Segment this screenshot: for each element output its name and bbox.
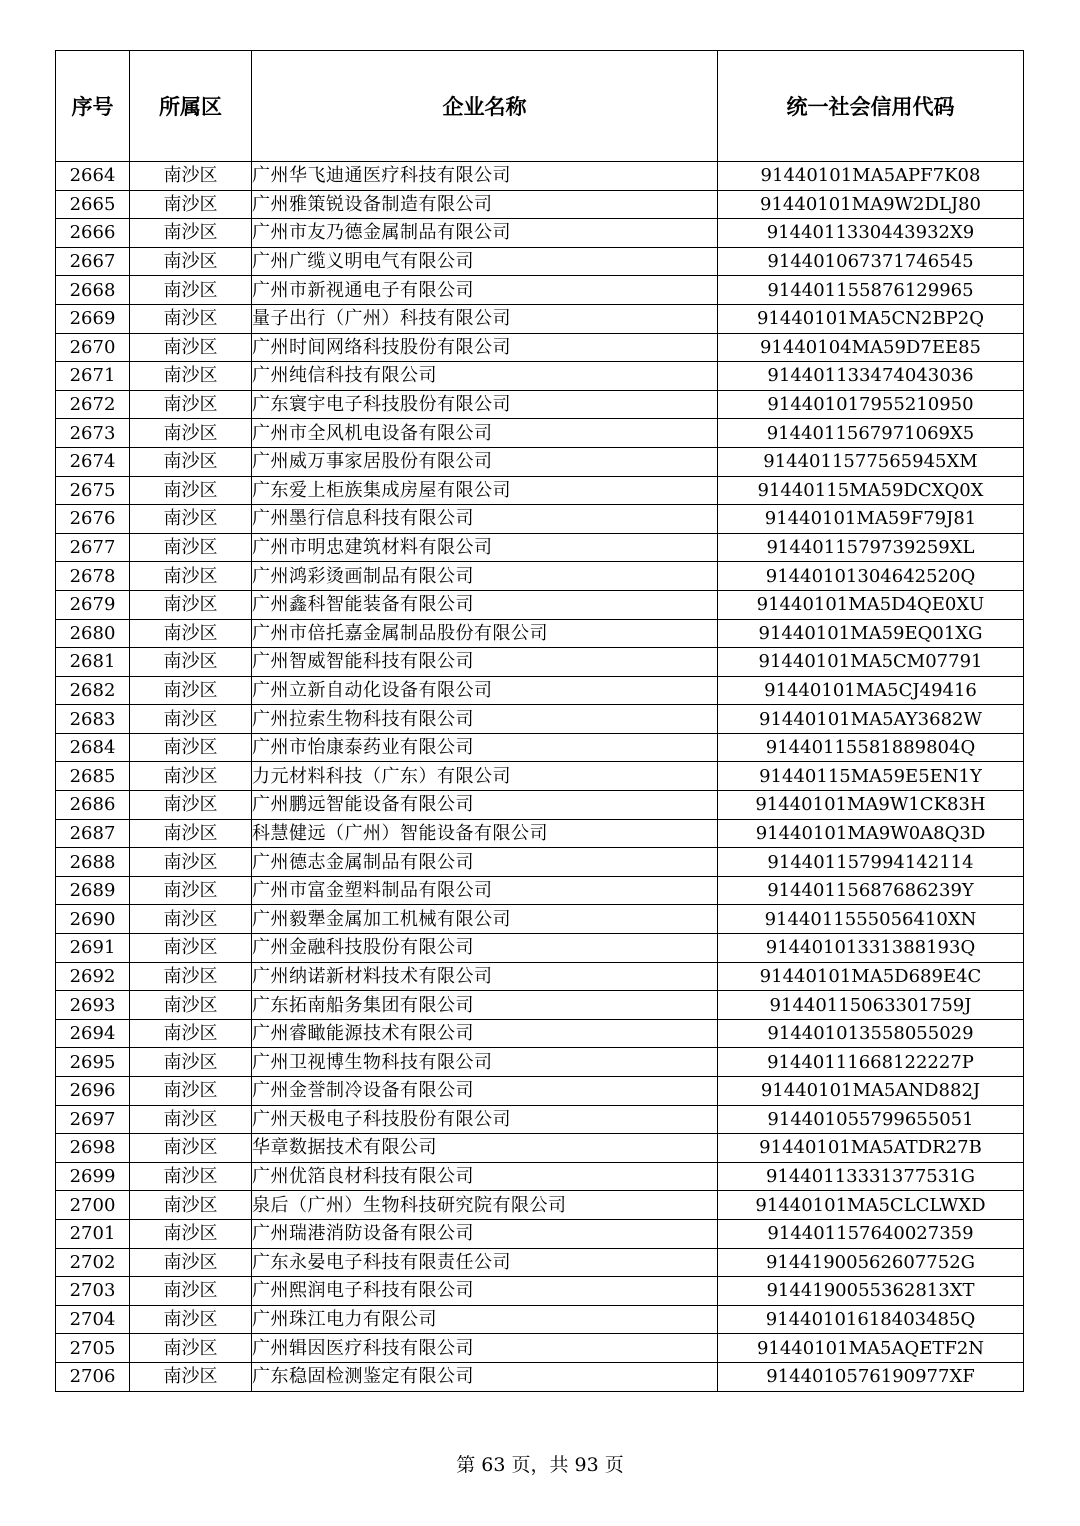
cell-credit-code: 914401157640027359 [718, 1219, 1024, 1248]
cell-company: 广州优箔良材科技有限公司 [252, 1162, 718, 1191]
table-row [56, 819, 1024, 848]
cell-seq: 2681 [56, 648, 130, 677]
cell-company: 广州天极电子科技股份有限公司 [252, 1105, 718, 1134]
cell-seq: 2669 [56, 304, 130, 333]
cell-district: 南沙区 [130, 162, 252, 191]
cell-company: 量子出行（广州）科技有限公司 [252, 304, 718, 333]
cell-credit-code: 91440111668122227P [718, 1048, 1024, 1077]
table-row [56, 848, 1024, 877]
cell-district: 南沙区 [130, 991, 252, 1020]
cell-district: 南沙区 [130, 533, 252, 562]
cell-seq: 2673 [56, 419, 130, 448]
cell-credit-code: 914401017955210950 [718, 390, 1024, 419]
cell-district: 南沙区 [130, 762, 252, 791]
table-row [56, 676, 1024, 705]
cell-credit-code: 91440101MA5CM07791 [718, 648, 1024, 677]
cell-company: 广州市全风机电设备有限公司 [252, 419, 718, 448]
table-row [56, 505, 1024, 534]
table-row [56, 1162, 1024, 1191]
cell-company: 广州市怡康泰药业有限公司 [252, 733, 718, 762]
cell-credit-code: 91440115MA59DCXQ0X [718, 476, 1024, 505]
cell-seq: 2670 [56, 333, 130, 362]
cell-company: 广州卫视博生物科技有限公司 [252, 1048, 718, 1077]
cell-district: 南沙区 [130, 1362, 252, 1391]
cell-district: 南沙区 [130, 333, 252, 362]
cell-credit-code: 91440101MA5CLCLWXD [718, 1191, 1024, 1220]
cell-district: 南沙区 [130, 247, 252, 276]
cell-company: 广东拓南船务集团有限公司 [252, 991, 718, 1020]
cell-seq: 2668 [56, 276, 130, 305]
cell-credit-code: 91440101331388193Q [718, 934, 1024, 963]
cell-credit-code: 914401055799655051 [718, 1105, 1024, 1134]
cell-credit-code: 91440101MA5AND882J [718, 1077, 1024, 1106]
cell-seq: 2676 [56, 505, 130, 534]
cell-seq: 2698 [56, 1134, 130, 1163]
cell-company: 广州市富金塑料制品有限公司 [252, 876, 718, 905]
cell-company: 广州熙润电子科技有限公司 [252, 1277, 718, 1306]
cell-credit-code: 91440115581889804Q [718, 733, 1024, 762]
cell-credit-code: 91440104MA59D7EE85 [718, 333, 1024, 362]
table-row [56, 1048, 1024, 1077]
cell-company: 广州鸿彩烫画制品有限公司 [252, 562, 718, 591]
cell-company: 广州时间网络科技股份有限公司 [252, 333, 718, 362]
cell-district: 南沙区 [130, 505, 252, 534]
cell-seq: 2700 [56, 1191, 130, 1220]
header-credit-code: 统一社会信用代码 [718, 51, 1024, 162]
cell-district: 南沙区 [130, 791, 252, 820]
cell-company: 广州市友乃德金属制品有限公司 [252, 219, 718, 248]
table-row [56, 247, 1024, 276]
table-row [56, 162, 1024, 191]
cell-district: 南沙区 [130, 1248, 252, 1277]
cell-seq: 2684 [56, 733, 130, 762]
cell-seq: 2678 [56, 562, 130, 591]
cell-seq: 2697 [56, 1105, 130, 1134]
cell-district: 南沙区 [130, 876, 252, 905]
cell-seq: 2691 [56, 934, 130, 963]
cell-seq: 2705 [56, 1334, 130, 1363]
cell-credit-code: 9144011555056410XN [718, 905, 1024, 934]
table-body [56, 162, 1024, 1392]
table-row [56, 1362, 1024, 1391]
cell-district: 南沙区 [130, 905, 252, 934]
table-row [56, 733, 1024, 762]
cell-district: 南沙区 [130, 648, 252, 677]
cell-company: 广州瑞港消防设备有限公司 [252, 1219, 718, 1248]
cell-credit-code: 91440115MA59E5EN1Y [718, 762, 1024, 791]
cell-credit-code: 9144011567971069X5 [718, 419, 1024, 448]
table-row [56, 390, 1024, 419]
cell-credit-code: 91440101MA59EQ01XG [718, 619, 1024, 648]
table-row [56, 562, 1024, 591]
cell-credit-code: 91440101MA59F79J81 [718, 505, 1024, 534]
cell-company: 广州辑因医疗科技有限公司 [252, 1334, 718, 1363]
cell-seq: 2675 [56, 476, 130, 505]
cell-seq: 2687 [56, 819, 130, 848]
header-seq: 序号 [56, 51, 130, 162]
cell-credit-code: 91440101MA9W1CK83H [718, 791, 1024, 820]
cell-district: 南沙区 [130, 219, 252, 248]
cell-company: 广东永晏电子科技有限责任公司 [252, 1248, 718, 1277]
cell-credit-code: 91440101MA5APF7K08 [718, 162, 1024, 191]
table-row [56, 419, 1024, 448]
cell-seq: 2665 [56, 190, 130, 219]
cell-seq: 2667 [56, 247, 130, 276]
cell-credit-code: 91440101MA9W2DLJ80 [718, 190, 1024, 219]
table-row [56, 447, 1024, 476]
cell-credit-code: 9144010576190977XF [718, 1362, 1024, 1391]
cell-district: 南沙区 [130, 619, 252, 648]
cell-credit-code: 914401013558055029 [718, 1019, 1024, 1048]
cell-company: 广州广缆义明电气有限公司 [252, 247, 718, 276]
cell-company: 泉后（广州）生物科技研究院有限公司 [252, 1191, 718, 1220]
cell-credit-code: 91440101618403485Q [718, 1305, 1024, 1334]
cell-district: 南沙区 [130, 590, 252, 619]
cell-company: 力元材料科技（广东）有限公司 [252, 762, 718, 791]
cell-company: 华章数据技术有限公司 [252, 1134, 718, 1163]
cell-company: 广州德志金属制品有限公司 [252, 848, 718, 877]
table-row [56, 304, 1024, 333]
header-row [56, 51, 1024, 162]
cell-seq: 2699 [56, 1162, 130, 1191]
cell-company: 广东寰宇电子科技股份有限公司 [252, 390, 718, 419]
cell-district: 南沙区 [130, 733, 252, 762]
cell-seq: 2696 [56, 1077, 130, 1106]
cell-company: 科慧健远（广州）智能设备有限公司 [252, 819, 718, 848]
cell-district: 南沙区 [130, 419, 252, 448]
cell-credit-code: 914401155876129965 [718, 276, 1024, 305]
cell-credit-code: 91440101MA5CN2BP2Q [718, 304, 1024, 333]
cell-seq: 2702 [56, 1248, 130, 1277]
table-row [56, 1191, 1024, 1220]
cell-district: 南沙区 [130, 304, 252, 333]
table-row [56, 934, 1024, 963]
cell-seq: 2703 [56, 1277, 130, 1306]
cell-district: 南沙区 [130, 476, 252, 505]
cell-seq: 2686 [56, 791, 130, 820]
cell-company: 广州拉索生物科技有限公司 [252, 705, 718, 734]
cell-company: 广州鹏远智能设备有限公司 [252, 791, 718, 820]
cell-district: 南沙区 [130, 1134, 252, 1163]
table-row [56, 362, 1024, 391]
cell-company: 广州珠江电力有限公司 [252, 1305, 718, 1334]
cell-district: 南沙区 [130, 934, 252, 963]
page-number: 第 63 页，共 93 页 [456, 1454, 624, 1476]
cell-credit-code: 9144011579739259XL [718, 533, 1024, 562]
cell-credit-code: 91441900562607752G [718, 1248, 1024, 1277]
cell-district: 南沙区 [130, 1277, 252, 1306]
cell-seq: 2694 [56, 1019, 130, 1048]
cell-district: 南沙区 [130, 1219, 252, 1248]
cell-district: 南沙区 [130, 1077, 252, 1106]
cell-seq: 2666 [56, 219, 130, 248]
cell-district: 南沙区 [130, 1162, 252, 1191]
cell-company: 广州市新视通电子有限公司 [252, 276, 718, 305]
cell-credit-code: 91440101MA5D689E4C [718, 962, 1024, 991]
cell-district: 南沙区 [130, 962, 252, 991]
cell-credit-code: 91440101MA5ATDR27B [718, 1134, 1024, 1163]
table-row [56, 791, 1024, 820]
cell-credit-code: 91440101304642520Q [718, 562, 1024, 591]
cell-district: 南沙区 [130, 705, 252, 734]
cell-credit-code: 914401133474043036 [718, 362, 1024, 391]
header-district: 所属区 [130, 51, 252, 162]
cell-company: 广州华飞迪通医疗科技有限公司 [252, 162, 718, 191]
cell-company: 广东稳固检测鉴定有限公司 [252, 1362, 718, 1391]
cell-credit-code: 91440101MA9W0A8Q3D [718, 819, 1024, 848]
cell-company: 广州鑫科智能装备有限公司 [252, 590, 718, 619]
cell-company: 广州威万事家居股份有限公司 [252, 447, 718, 476]
table-row [56, 619, 1024, 648]
table-row [56, 1019, 1024, 1048]
cell-district: 南沙区 [130, 1019, 252, 1048]
company-list-table [55, 50, 1024, 1392]
cell-company: 广州金誉制冷设备有限公司 [252, 1077, 718, 1106]
cell-credit-code: 9144011330443932X9 [718, 219, 1024, 248]
table-row [56, 648, 1024, 677]
cell-company: 广州纳诺新材料技术有限公司 [252, 962, 718, 991]
cell-district: 南沙区 [130, 390, 252, 419]
cell-district: 南沙区 [130, 1191, 252, 1220]
table-row [56, 1105, 1024, 1134]
cell-district: 南沙区 [130, 676, 252, 705]
cell-company: 广州智威智能科技有限公司 [252, 648, 718, 677]
cell-district: 南沙区 [130, 1334, 252, 1363]
cell-credit-code: 91440101MA5D4QE0XU [718, 590, 1024, 619]
cell-seq: 2671 [56, 362, 130, 391]
cell-seq: 2690 [56, 905, 130, 934]
table-row [56, 905, 1024, 934]
table-row [56, 962, 1024, 991]
cell-company: 广州立新自动化设备有限公司 [252, 676, 718, 705]
cell-company: 广州市明忠建筑材料有限公司 [252, 533, 718, 562]
cell-credit-code: 914401157994142114 [718, 848, 1024, 877]
table-row [56, 876, 1024, 905]
cell-seq: 2704 [56, 1305, 130, 1334]
table-row [56, 762, 1024, 791]
table-row [56, 476, 1024, 505]
cell-district: 南沙区 [130, 190, 252, 219]
cell-seq: 2683 [56, 705, 130, 734]
cell-district: 南沙区 [130, 1105, 252, 1134]
cell-seq: 2680 [56, 619, 130, 648]
cell-district: 南沙区 [130, 562, 252, 591]
cell-seq: 2688 [56, 848, 130, 877]
cell-seq: 2682 [56, 676, 130, 705]
cell-seq: 2677 [56, 533, 130, 562]
table-row [56, 219, 1024, 248]
table-row [56, 1219, 1024, 1248]
cell-seq: 2685 [56, 762, 130, 791]
cell-district: 南沙区 [130, 1048, 252, 1077]
cell-company: 广州墨行信息科技有限公司 [252, 505, 718, 534]
cell-company: 广州金融科技股份有限公司 [252, 934, 718, 963]
cell-credit-code: 91440101MA5AY3682W [718, 705, 1024, 734]
cell-company: 广州市倍托嘉金属制品股份有限公司 [252, 619, 718, 648]
table-row [56, 190, 1024, 219]
cell-credit-code: 9144011577565945XM [718, 447, 1024, 476]
cell-seq: 2701 [56, 1219, 130, 1248]
cell-district: 南沙区 [130, 447, 252, 476]
cell-seq: 2689 [56, 876, 130, 905]
table-row [56, 276, 1024, 305]
cell-seq: 2679 [56, 590, 130, 619]
table-row [56, 1134, 1024, 1163]
table-row [56, 590, 1024, 619]
cell-company: 广州毅犟金属加工机械有限公司 [252, 905, 718, 934]
cell-credit-code: 91440113331377531G [718, 1162, 1024, 1191]
cell-district: 南沙区 [130, 848, 252, 877]
table-row [56, 1248, 1024, 1277]
cell-company: 广东爱上柜族集成房屋有限公司 [252, 476, 718, 505]
cell-credit-code: 91440115063301759J [718, 991, 1024, 1020]
cell-credit-code: 914401067371746545 [718, 247, 1024, 276]
cell-credit-code: 91440115687686239Y [718, 876, 1024, 905]
cell-district: 南沙区 [130, 819, 252, 848]
cell-district: 南沙区 [130, 362, 252, 391]
cell-credit-code: 9144190055362813XT [718, 1277, 1024, 1306]
cell-company: 广州睿瞰能源技术有限公司 [252, 1019, 718, 1048]
table-row [56, 533, 1024, 562]
table-row [56, 333, 1024, 362]
table-row [56, 1334, 1024, 1363]
cell-company: 广州纯信科技有限公司 [252, 362, 718, 391]
cell-seq: 2664 [56, 162, 130, 191]
cell-company: 广州雅策锐设备制造有限公司 [252, 190, 718, 219]
cell-seq: 2706 [56, 1362, 130, 1391]
cell-district: 南沙区 [130, 1305, 252, 1334]
cell-credit-code: 91440101MA5AQETF2N [718, 1334, 1024, 1363]
cell-seq: 2674 [56, 447, 130, 476]
table-row [56, 705, 1024, 734]
table-row [56, 1277, 1024, 1306]
cell-seq: 2695 [56, 1048, 130, 1077]
cell-seq: 2693 [56, 991, 130, 1020]
table-row [56, 991, 1024, 1020]
table-header [56, 51, 1024, 162]
cell-district: 南沙区 [130, 276, 252, 305]
header-company: 企业名称 [252, 51, 718, 162]
cell-credit-code: 91440101MA5CJ49416 [718, 676, 1024, 705]
table-row [56, 1305, 1024, 1334]
table-row [56, 1077, 1024, 1106]
cell-seq: 2672 [56, 390, 130, 419]
cell-seq: 2692 [56, 962, 130, 991]
